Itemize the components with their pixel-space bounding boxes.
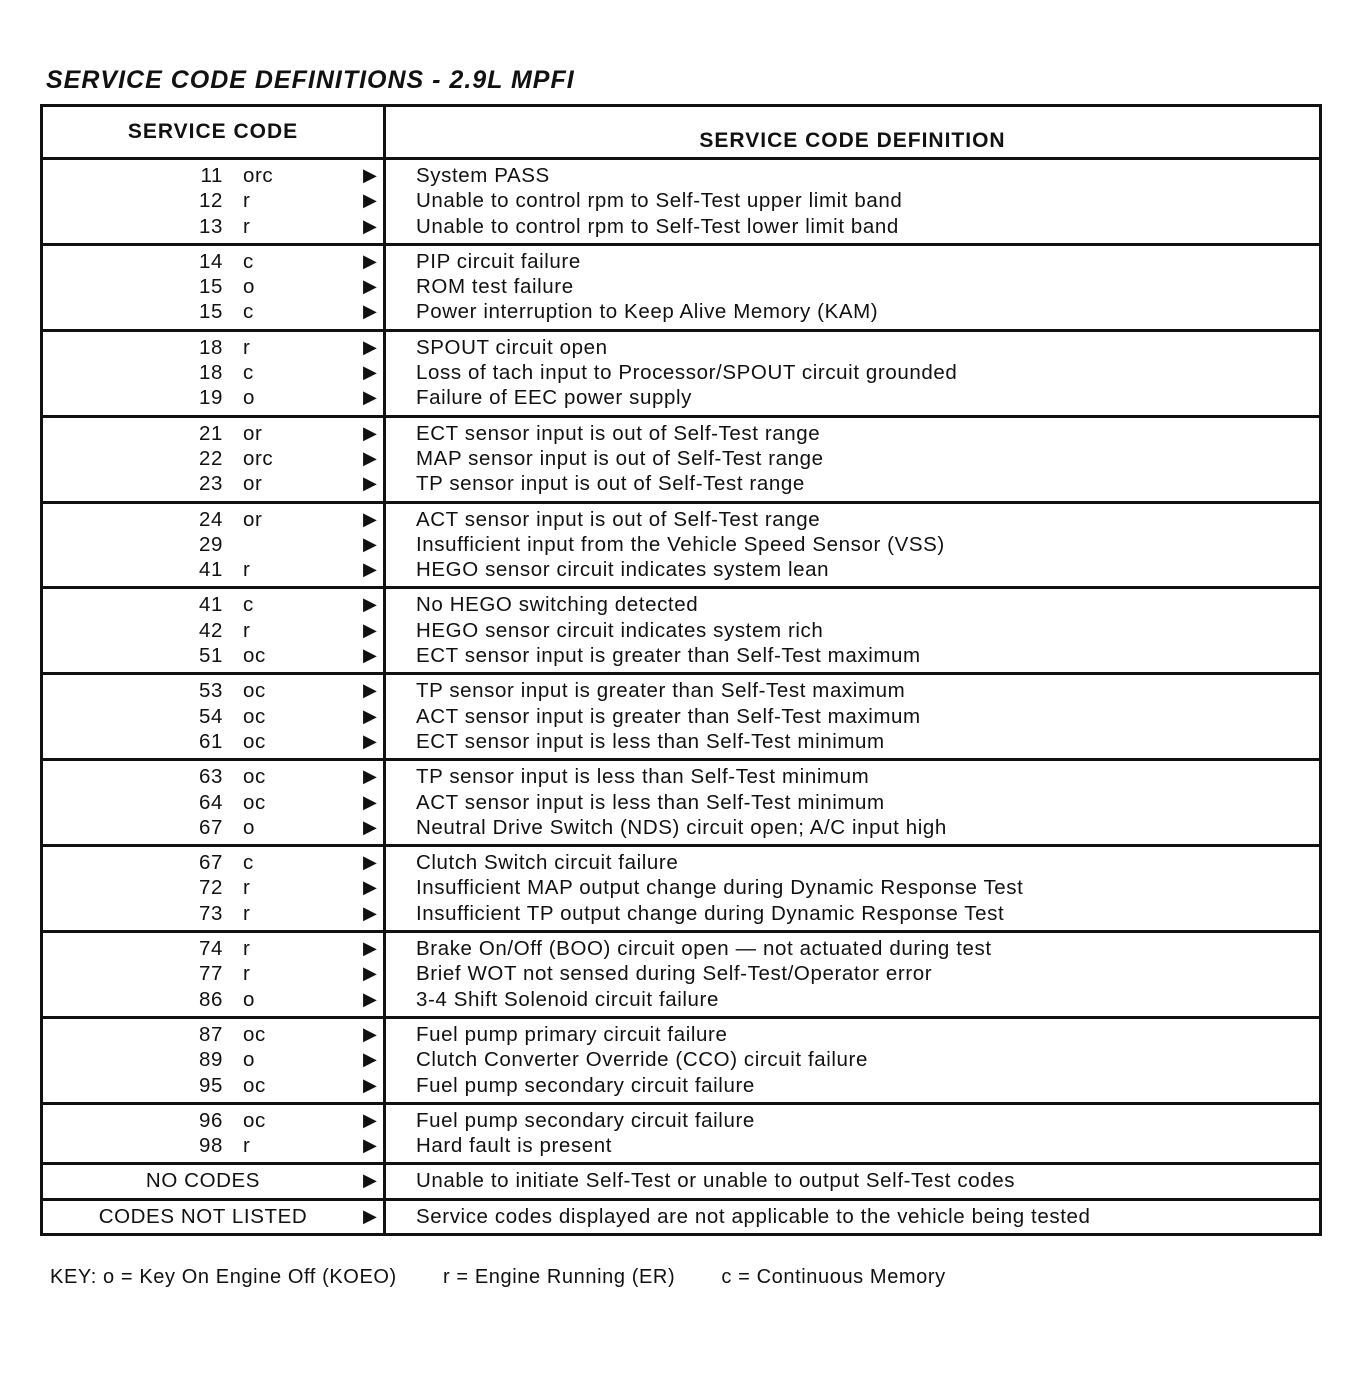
service-code-number: 11 — [200, 164, 223, 187]
service-code-definition: ACT sensor input is greater than Self-Test maximum — [416, 704, 921, 728]
service-code-number: 63 — [198, 765, 223, 789]
table-row — [43, 729, 383, 754]
service-code-number: 19 — [198, 386, 223, 410]
service-code-number: 42 — [198, 618, 223, 642]
table-row — [43, 532, 383, 557]
table-row — [43, 421, 383, 446]
arrow-icon: ▶ — [363, 1205, 378, 1226]
service-code-definition: ECT sensor input is greater than Self-Test maximum — [416, 644, 921, 668]
service-code-number: 64 — [198, 790, 223, 814]
arrow-icon: ▶ — [363, 387, 378, 408]
key-c: c = Continuous Memory — [721, 1266, 946, 1288]
code-column — [43, 675, 386, 758]
service-code-number: 18 — [198, 335, 223, 359]
service-code-definition: 3-4 Shift Solenoid circuit failure — [416, 987, 719, 1011]
code-column — [43, 504, 386, 587]
code-group — [43, 332, 1319, 418]
table-row — [43, 678, 383, 703]
service-code-mode: r — [243, 1134, 251, 1158]
table-row — [43, 188, 383, 213]
definition-column — [386, 332, 1319, 415]
service-code-number: 15 — [198, 275, 223, 299]
table-row — [43, 274, 383, 299]
service-code-definition: Insufficient input from the Vehicle Speed Sensor (VSS) — [416, 532, 945, 556]
code-column — [43, 933, 386, 1016]
code-column — [43, 246, 386, 329]
table-row — [43, 618, 383, 643]
table-row — [43, 643, 383, 668]
table-row — [43, 446, 383, 471]
service-code-number: 21 — [198, 421, 223, 445]
service-code-number: 13 — [198, 214, 223, 238]
code-group — [43, 1019, 1319, 1105]
service-code-definition: Fuel pump secondary circuit failure — [416, 1073, 755, 1097]
service-code-number: 29 — [198, 532, 223, 556]
table-row — [43, 1168, 383, 1193]
arrow-icon: ▶ — [363, 362, 378, 383]
table-row — [43, 335, 383, 360]
arrow-icon: ▶ — [363, 852, 378, 873]
service-code-definition: ECT sensor input is less than Self-Test minimum — [416, 729, 885, 753]
service-code-definition: Fuel pump primary circuit failure — [416, 1022, 728, 1046]
table-row — [43, 961, 383, 986]
service-code-number: 15 — [198, 300, 223, 324]
service-code-definition: MAP sensor input is out of Self-Test range — [416, 446, 824, 470]
code-group — [43, 589, 1319, 675]
table-row — [43, 214, 383, 239]
service-code-definition: No HEGO switching detected — [416, 593, 699, 617]
table-row — [43, 764, 383, 789]
service-code-mode: oc — [243, 679, 266, 703]
service-code-mode: oc — [243, 1022, 266, 1046]
service-code-definition: Loss of tach input to Processor/SPOUT circuit grounded — [416, 361, 958, 385]
service-code-mode: c — [243, 851, 254, 875]
service-code-mode: o — [243, 1048, 256, 1072]
table-row — [43, 1047, 383, 1072]
code-column — [43, 160, 386, 243]
code-group — [43, 761, 1319, 847]
service-code-definition: HEGO sensor circuit indicates system rich — [416, 618, 824, 642]
definition-column — [386, 847, 1319, 930]
service-code-number: 41 — [198, 558, 223, 582]
service-code-definition: ACT sensor input is out of Self-Test range — [416, 507, 821, 531]
arrow-icon: ▶ — [363, 791, 378, 812]
service-code-mode: r — [243, 558, 251, 582]
table-row — [43, 385, 383, 410]
service-code-number: 73 — [198, 901, 223, 925]
service-code-number: 98 — [198, 1134, 223, 1158]
special-row — [43, 1201, 1319, 1233]
service-code-number: 12 — [198, 189, 223, 213]
service-code-definition: TP sensor input is greater than Self-Test maximum — [416, 679, 906, 703]
definition-column — [386, 1165, 1319, 1197]
service-code-definition: HEGO sensor circuit indicates system lean — [416, 558, 830, 582]
arrow-icon: ▶ — [363, 533, 378, 554]
table-row — [43, 875, 383, 900]
key-o: KEY: o = Key On Engine Off (KOEO) — [50, 1266, 397, 1288]
service-code-definition: ROM test failure — [416, 275, 574, 299]
arrow-icon: ▶ — [363, 1135, 378, 1156]
service-code-definition: Insufficient MAP output change during Dynamic Response Test — [416, 876, 1024, 900]
service-code-definition: Clutch Switch circuit failure — [416, 851, 679, 875]
service-code-mode: orc — [243, 446, 274, 470]
code-group — [43, 1105, 1319, 1166]
table-row — [43, 249, 383, 274]
service-code-definition: ACT sensor input is less than Self-Test minimum — [416, 790, 885, 814]
service-code-mode: c — [243, 249, 254, 273]
service-code-number: 86 — [198, 987, 223, 1011]
service-code-mode: orc — [243, 164, 274, 187]
service-code-definition: TP sensor input is out of Self-Test range — [416, 472, 805, 496]
definition-column — [386, 589, 1319, 672]
arrow-icon: ▶ — [363, 963, 378, 984]
definition-column — [386, 933, 1319, 1016]
arrow-icon: ▶ — [363, 705, 378, 726]
service-code-mode: oc — [243, 790, 266, 814]
code-column — [43, 589, 386, 672]
arrow-icon: ▶ — [363, 336, 378, 357]
service-code-mode: o — [243, 386, 256, 410]
code-group — [43, 160, 1319, 246]
service-code-definition: Neutral Drive Switch (NDS) circuit open; A/C input high — [416, 815, 947, 839]
code-group — [43, 847, 1319, 933]
arrow-icon: ▶ — [363, 645, 378, 666]
definition-column — [386, 504, 1319, 587]
table-row — [43, 592, 383, 617]
service-code-number: 74 — [198, 937, 223, 961]
service-code-mode: c — [243, 361, 254, 385]
service-code-mode: or — [243, 421, 263, 445]
service-code-mode: c — [243, 300, 254, 324]
service-code-mode: c — [243, 593, 254, 617]
definition-column — [386, 1105, 1319, 1163]
table-row — [43, 557, 383, 582]
service-code-number: 77 — [198, 962, 223, 986]
arrow-icon: ▶ — [363, 766, 378, 787]
definition-column — [386, 675, 1319, 758]
service-code-definition: Fuel pump secondary circuit failure — [416, 1108, 755, 1132]
arrow-icon: ▶ — [363, 215, 378, 236]
service-code-number: 18 — [198, 361, 223, 385]
service-code-definition: System PASS — [416, 164, 550, 187]
service-code-mode: o — [243, 987, 256, 1011]
arrow-icon: ▶ — [363, 559, 378, 580]
service-code-definition: ECT sensor input is out of Self-Test range — [416, 421, 821, 445]
table-row — [43, 507, 383, 532]
service-code-mode: oc — [243, 644, 266, 668]
service-code-mode: oc — [243, 1108, 266, 1132]
table-row — [43, 1108, 383, 1133]
service-code-definition: Unable to initiate Self-Test or unable to output Self-Test codes — [416, 1169, 1016, 1193]
service-code-mode: oc — [243, 1073, 266, 1097]
arrow-icon: ▶ — [363, 877, 378, 898]
arrow-icon: ▶ — [363, 680, 378, 701]
service-code-mode: r — [243, 335, 251, 359]
service-code-number: 67 — [198, 815, 223, 839]
arrow-icon: ▶ — [363, 301, 378, 322]
table-body — [43, 160, 1319, 1233]
service-code-definition: PIP circuit failure — [416, 249, 581, 273]
legend-key — [50, 1266, 986, 1289]
service-code-number: 72 — [198, 876, 223, 900]
service-code-number: 41 — [198, 593, 223, 617]
code-group — [43, 933, 1319, 1019]
table-row — [43, 936, 383, 961]
arrow-icon: ▶ — [363, 816, 378, 837]
code-group — [43, 675, 1319, 761]
arrow-icon: ▶ — [363, 422, 378, 443]
service-code-mode: r — [243, 618, 251, 642]
service-code-number: 23 — [198, 472, 223, 496]
service-code-definition: Unable to control rpm to Self-Test upper limit band — [416, 189, 903, 213]
service-code-mode: r — [243, 937, 251, 961]
definition-column — [386, 160, 1319, 243]
service-code-number: 95 — [198, 1073, 223, 1097]
arrow-icon: ▶ — [363, 250, 378, 271]
arrow-icon: ▶ — [363, 1109, 378, 1130]
arrow-icon: ▶ — [363, 730, 378, 751]
table-row — [43, 360, 383, 385]
arrow-icon: ▶ — [363, 1074, 378, 1095]
special-row — [43, 1165, 1319, 1200]
table-row — [43, 1022, 383, 1047]
table-row — [43, 901, 383, 926]
code-group — [43, 504, 1319, 590]
service-code-mode: r — [243, 901, 251, 925]
page-title: SERVICE CODE DEFINITIONS - 2.9L MPFI — [46, 66, 575, 94]
key-r: r = Engine Running (ER) — [442, 1266, 676, 1288]
table-row — [43, 471, 383, 496]
service-code-definition: Clutch Converter Override (CCO) circuit failure — [416, 1048, 868, 1072]
service-code-number: 96 — [198, 1108, 223, 1132]
definition-column — [386, 246, 1319, 329]
service-code-mode: oc — [243, 729, 266, 753]
service-code-definition: Brief WOT not sensed during Self-Test/Operator error — [416, 962, 933, 986]
code-column — [43, 418, 386, 501]
service-code-definition: Failure of EEC power supply — [416, 386, 692, 410]
definition-column — [386, 418, 1319, 501]
definition-column — [386, 1201, 1319, 1233]
service-code-table — [40, 104, 1322, 1236]
header-service-code: SERVICE CODE — [43, 107, 386, 157]
service-code-definition: TP sensor input is less than Self-Test minimum — [416, 765, 870, 789]
definition-column — [386, 1019, 1319, 1102]
table-row — [43, 299, 383, 324]
table-row — [43, 704, 383, 729]
code-column — [43, 1201, 386, 1233]
table-row — [43, 1073, 383, 1098]
special-code-label: NO CODES — [145, 1169, 261, 1193]
service-code-number: 53 — [198, 679, 223, 703]
service-code-mode: r — [243, 189, 251, 213]
service-code-definition: Service codes displayed are not applicable to the vehicle being tested — [416, 1204, 1091, 1228]
arrow-icon: ▶ — [363, 594, 378, 615]
service-code-mode: r — [243, 214, 251, 238]
definition-column — [386, 761, 1319, 844]
service-code-number: 61 — [198, 729, 223, 753]
arrow-icon: ▶ — [363, 473, 378, 494]
arrow-icon: ▶ — [363, 902, 378, 923]
arrow-icon: ▶ — [363, 1049, 378, 1070]
code-column — [43, 1105, 386, 1163]
table-row — [43, 850, 383, 875]
arrow-icon: ▶ — [363, 165, 378, 185]
service-code-mode: r — [243, 876, 251, 900]
service-code-mode: r — [243, 962, 251, 986]
arrow-icon: ▶ — [363, 938, 378, 959]
table-row — [43, 1204, 383, 1229]
arrow-icon: ▶ — [363, 1023, 378, 1044]
header-service-code-definition: SERVICE CODE DEFINITION — [699, 129, 1006, 152]
table-row — [43, 815, 383, 840]
table-row — [43, 1133, 383, 1158]
table-header — [43, 107, 1319, 160]
arrow-icon: ▶ — [363, 190, 378, 211]
service-code-number: 89 — [198, 1048, 223, 1072]
code-column — [43, 847, 386, 930]
service-code-definition: Power interruption to Keep Alive Memory (KAM) — [416, 300, 879, 324]
service-code-number: 24 — [198, 507, 223, 531]
arrow-icon: ▶ — [363, 1170, 378, 1191]
arrow-icon: ▶ — [363, 447, 378, 468]
table-row — [43, 790, 383, 815]
service-code-definition: SPOUT circuit open — [416, 335, 608, 359]
service-code-mode: oc — [243, 704, 266, 728]
service-code-definition: Insufficient TP output change during Dynamic Response Test — [416, 901, 1005, 925]
service-code-mode: o — [243, 275, 256, 299]
service-code-mode: or — [243, 507, 263, 531]
arrow-icon: ▶ — [363, 619, 378, 640]
code-group — [43, 246, 1319, 332]
service-code-number: 54 — [198, 704, 223, 728]
service-code-mode: or — [243, 472, 263, 496]
arrow-icon: ▶ — [363, 276, 378, 297]
service-code-number: 67 — [198, 851, 223, 875]
table-row — [43, 987, 383, 1012]
arrow-icon: ▶ — [363, 508, 378, 529]
code-column — [43, 1019, 386, 1102]
service-code-number: 14 — [198, 249, 223, 273]
service-code-number: 22 — [198, 446, 223, 470]
arrow-icon: ▶ — [363, 988, 378, 1009]
code-group — [43, 418, 1319, 504]
service-code-mode: o — [243, 815, 256, 839]
service-code-number: 51 — [198, 644, 223, 668]
service-code-mode: oc — [243, 765, 266, 789]
code-column — [43, 761, 386, 844]
code-column — [43, 332, 386, 415]
service-code-definition: Hard fault is present — [416, 1134, 613, 1158]
service-code-definition: Unable to control rpm to Self-Test lower limit band — [416, 214, 899, 238]
service-code-definition: Brake On/Off (BOO) circuit open — not actuated during test — [416, 937, 992, 961]
service-code-number: 87 — [198, 1022, 223, 1046]
code-column — [43, 1165, 386, 1197]
table-row — [43, 163, 383, 188]
special-code-label: CODES NOT LISTED — [98, 1204, 308, 1228]
